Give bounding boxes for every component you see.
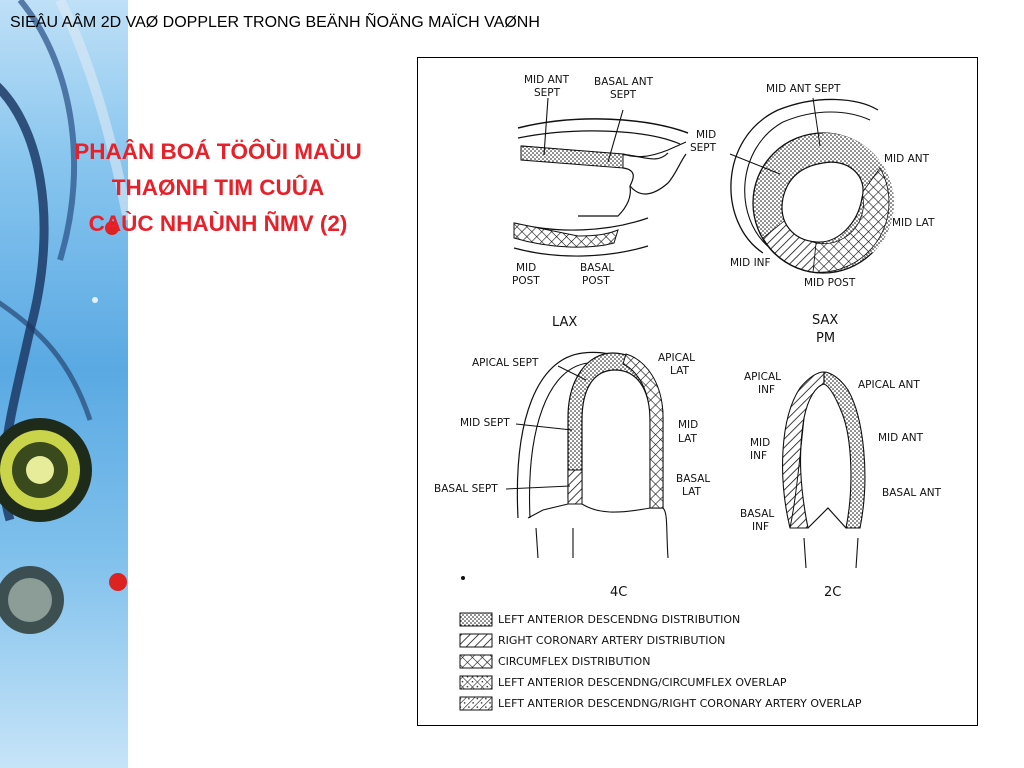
- 4c-view-label: 4C: [610, 585, 628, 600]
- lax-mid-ant-sept-label: SEPT: [534, 87, 561, 99]
- lax-basal-ant-sept-label: BASAL ANT: [594, 76, 654, 88]
- 2c-apical-inf-label: APICAL: [744, 371, 781, 383]
- legend-item: CIRCUMFLEX DISTRIBUTION: [498, 655, 651, 668]
- sax-view-label: SAX: [812, 313, 839, 328]
- sax-mid-lat-label: MID LAT: [892, 217, 935, 229]
- 2c-apical-ant-label: APICAL ANT: [858, 379, 920, 391]
- four-chamber-view: [434, 352, 710, 600]
- 2c-basal-inf-label: BASAL: [740, 508, 775, 520]
- lax-basal-post-label: BASAL: [580, 262, 615, 274]
- title-line: PHAÂN BOÁ TÖÔÙI MAÙU: [74, 139, 362, 164]
- sax-mid-ant-sept-label: MID ANT SEPT: [766, 83, 841, 95]
- two-chamber-view: [740, 371, 942, 600]
- sax-mid-inf-label: MID INF: [730, 257, 771, 269]
- 4c-mid-lat-label: MID: [678, 419, 699, 431]
- lax-mid-ant-sept-label: MID ANT: [524, 74, 570, 86]
- 2c-view-label: 2C: [824, 585, 842, 600]
- 4c-apical-sept-label: APICAL SEPT: [472, 357, 539, 369]
- sax-view-label: PM: [816, 331, 836, 346]
- legend-item: RIGHT CORONARY ARTERY DISTRIBUTION: [498, 634, 726, 647]
- lax-mid-post-label: MID: [516, 262, 537, 274]
- 4c-apical-lat-label: LAT: [670, 365, 689, 377]
- 4c-mid-lat-label: LAT: [678, 433, 697, 445]
- lax-view: [512, 74, 688, 330]
- 2c-basal-inf-label: INF: [752, 521, 769, 533]
- title-line: CAÙC NHAÙNH ÑMV (2): [88, 211, 348, 236]
- 4c-mid-sept-label: MID SEPT: [460, 417, 510, 429]
- decorative-stethoscope-image: [0, 0, 128, 768]
- 2c-mid-inf-label: INF: [750, 450, 767, 462]
- 2c-mid-inf-label: MID: [750, 437, 771, 449]
- 4c-basal-sept-label: BASAL SEPT: [434, 483, 498, 495]
- sax-view: [690, 83, 935, 346]
- 4c-basal-lat-label: LAT: [682, 486, 701, 498]
- sax-mid-ant-label: MID ANT: [884, 153, 930, 165]
- 4c-basal-lat-label: BASAL: [676, 473, 711, 485]
- sax-mid-post-label: MID POST: [804, 277, 856, 289]
- 2c-basal-ant-label: BASAL ANT: [882, 487, 942, 499]
- legend-item: LEFT ANTERIOR DESCENDNG/RIGHT CORONARY ARTERY OVERLAP: [498, 697, 862, 710]
- slide-title: [14, 134, 422, 242]
- sax-mid-sept-label: SEPT: [690, 142, 717, 154]
- slide-header: SIEÂU AÂM 2D VAØ DOPPLER TRONG BEÄNH ÑOÄNG MAÏCH VAØNH: [10, 14, 540, 31]
- title-line: THAØNH TIM CUÛA: [111, 175, 325, 200]
- lax-basal-ant-sept-label: SEPT: [610, 89, 637, 101]
- lax-basal-post-label: POST: [582, 275, 610, 287]
- legend-item: LEFT ANTERIOR DESCENDNG/CIRCUMFLEX OVERLAP: [498, 676, 787, 689]
- lax-mid-post-label: POST: [512, 275, 540, 287]
- 2c-mid-ant-label: MID ANT: [878, 432, 924, 444]
- 4c-apical-lat-label: APICAL: [658, 352, 695, 364]
- lax-view-label: LAX: [552, 315, 578, 330]
- legend-item: LEFT ANTERIOR DESCENDNG DISTRIBUTION: [498, 613, 741, 626]
- coronary-territory-diagram: [417, 57, 978, 726]
- 2c-apical-inf-label: INF: [758, 384, 775, 396]
- sax-mid-sept-label: MID: [696, 129, 717, 141]
- legend: [460, 613, 862, 710]
